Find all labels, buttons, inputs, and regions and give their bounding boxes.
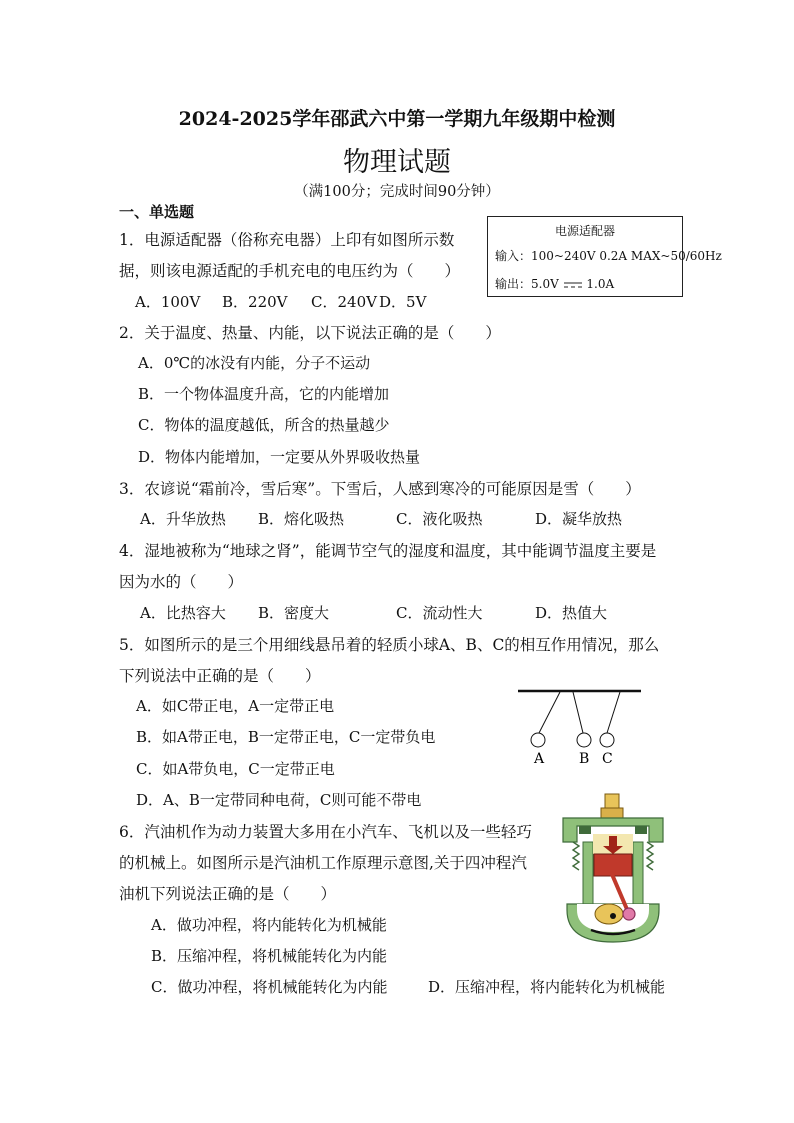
q4-option-d: D．热值大 (535, 604, 608, 622)
hanging-balls-figure (515, 686, 645, 768)
adapter-label-box (487, 216, 722, 297)
adapter-label-output (495, 275, 614, 292)
engine-figure (553, 792, 673, 944)
ball-label-a: A (534, 751, 545, 767)
q1-option-a: A．100V (135, 293, 201, 311)
exhaust-valve (635, 826, 647, 834)
ball-c (600, 733, 614, 747)
q3-option-d: D．凝华放热 (535, 510, 623, 528)
ball-label-b: B (579, 751, 590, 767)
q1-option-d: D．5V (379, 293, 427, 311)
exam-title: 2024-2025学年邵武六中第一学期九年级期中检测 (178, 108, 616, 130)
q3-option-b: B．熔化吸热 (258, 510, 345, 528)
q3-option-a: A．升华放热 (140, 510, 226, 528)
spark-plug-base (601, 808, 623, 818)
q6-stem-line3: 油机下列说法正确的是（ ） (119, 885, 337, 903)
q1-option-b: B．220V (222, 293, 288, 311)
q4-stem-line2: 因为水的（ ） (119, 573, 244, 591)
q4-stem-line1: 4．湿地被称为“地球之肾”，能调节空气的湿度和温度，其中能调节温度主要是 (119, 542, 657, 560)
ball-b (577, 733, 591, 747)
q5-option-a: A．如C带正电，A一定带正电 (136, 697, 335, 715)
crankshaft (610, 913, 616, 919)
cylinder-wall-right (633, 842, 643, 904)
ball-a (531, 733, 545, 747)
q2-option-a: A．0℃的冰没有内能，分子不运动 (138, 354, 371, 372)
adapter-output-voltage: 输出：5.0V (495, 277, 559, 291)
q6-option-c: C．做功冲程，将机械能转化为内能 (151, 978, 388, 996)
q6-option-b: B．压缩冲程，将机械能转化为内能 (151, 947, 388, 965)
q2-stem: 2．关于温度、热量、内能，以下说法正确的是（ ） (119, 324, 501, 342)
q2-option-d: D．物体内能增加，一定要从外界吸收热量 (138, 448, 421, 466)
q3-option-c: C．液化吸热 (396, 510, 483, 528)
q5-stem-line2: 下列说法中正确的是（ ） (119, 667, 321, 685)
exam-note: （满100分；完成时间90分钟） (294, 184, 500, 200)
q1-stem-line1: 1．电源适配器（俗称充电器）上印有如图所示数 (119, 231, 455, 249)
dc-symbol-icon (563, 281, 583, 289)
string-b (573, 692, 583, 733)
q1-stem-line2: 据，则该电源适配的手机充电的电压约为（ ） (119, 262, 461, 280)
q5-option-d: D．A、B一定带同种电荷，C则可能不带电 (136, 791, 422, 809)
q5-option-c: C．如A带负电，C一定带正电 (136, 760, 335, 778)
adapter-label-input: 输入：100~240V 0.2A MAX~50/60Hz (495, 249, 722, 263)
ball-label-c: C (602, 751, 613, 767)
q6-option-a: A．做功冲程，将内能转化为机械能 (151, 916, 387, 934)
q6-stem-line2: 的机械上。如图所示是汽油机工作原理示意图,关于四冲程汽 (119, 854, 527, 872)
q3-stem: 3．农谚说“霜前冷，雪后寒”。下雪后，人感到寒冷的可能原因是雪（ ） (119, 480, 641, 498)
crank-pin (623, 908, 635, 920)
q4-option-c: C．流动性大 (396, 604, 483, 622)
section-heading: 一、单选题 (119, 203, 195, 221)
subject-title: 物理试题 (343, 147, 451, 178)
string-c (607, 692, 620, 733)
q4-option-b: B．密度大 (258, 604, 330, 622)
q5-stem-line1: 5．如图所示的是三个用细线悬吊着的轻质小球A、B、C的相互作用情况，那么 (119, 636, 660, 654)
q5-option-b: B．如A带正电，B一定带正电，C一定带负电 (136, 728, 436, 746)
q2-option-c: C．物体的温度越低，所含的热量越少 (138, 416, 390, 434)
adapter-output-current: 1.0A (586, 277, 615, 291)
q4-option-a: A．比热容大 (140, 604, 226, 622)
cylinder-wall-left (583, 842, 593, 904)
spark-plug (605, 794, 619, 808)
q2-option-b: B．一个物体温度升高，它的内能增加 (138, 385, 390, 403)
exhaust-spring (647, 842, 653, 870)
intake-valve (579, 826, 591, 834)
q6-stem-line1: 6．汽油机作为动力装置大多用在小汽车、飞机以及一些轻巧 (119, 823, 532, 841)
string-a (539, 692, 560, 733)
q6-option-d: D．压缩冲程，将内能转化为机械能 (428, 978, 666, 996)
intake-spring (573, 842, 579, 870)
q1-option-c: C．240V (311, 293, 377, 311)
crank-counterweight (595, 904, 623, 924)
adapter-label-title: 电源适配器 (554, 224, 615, 238)
